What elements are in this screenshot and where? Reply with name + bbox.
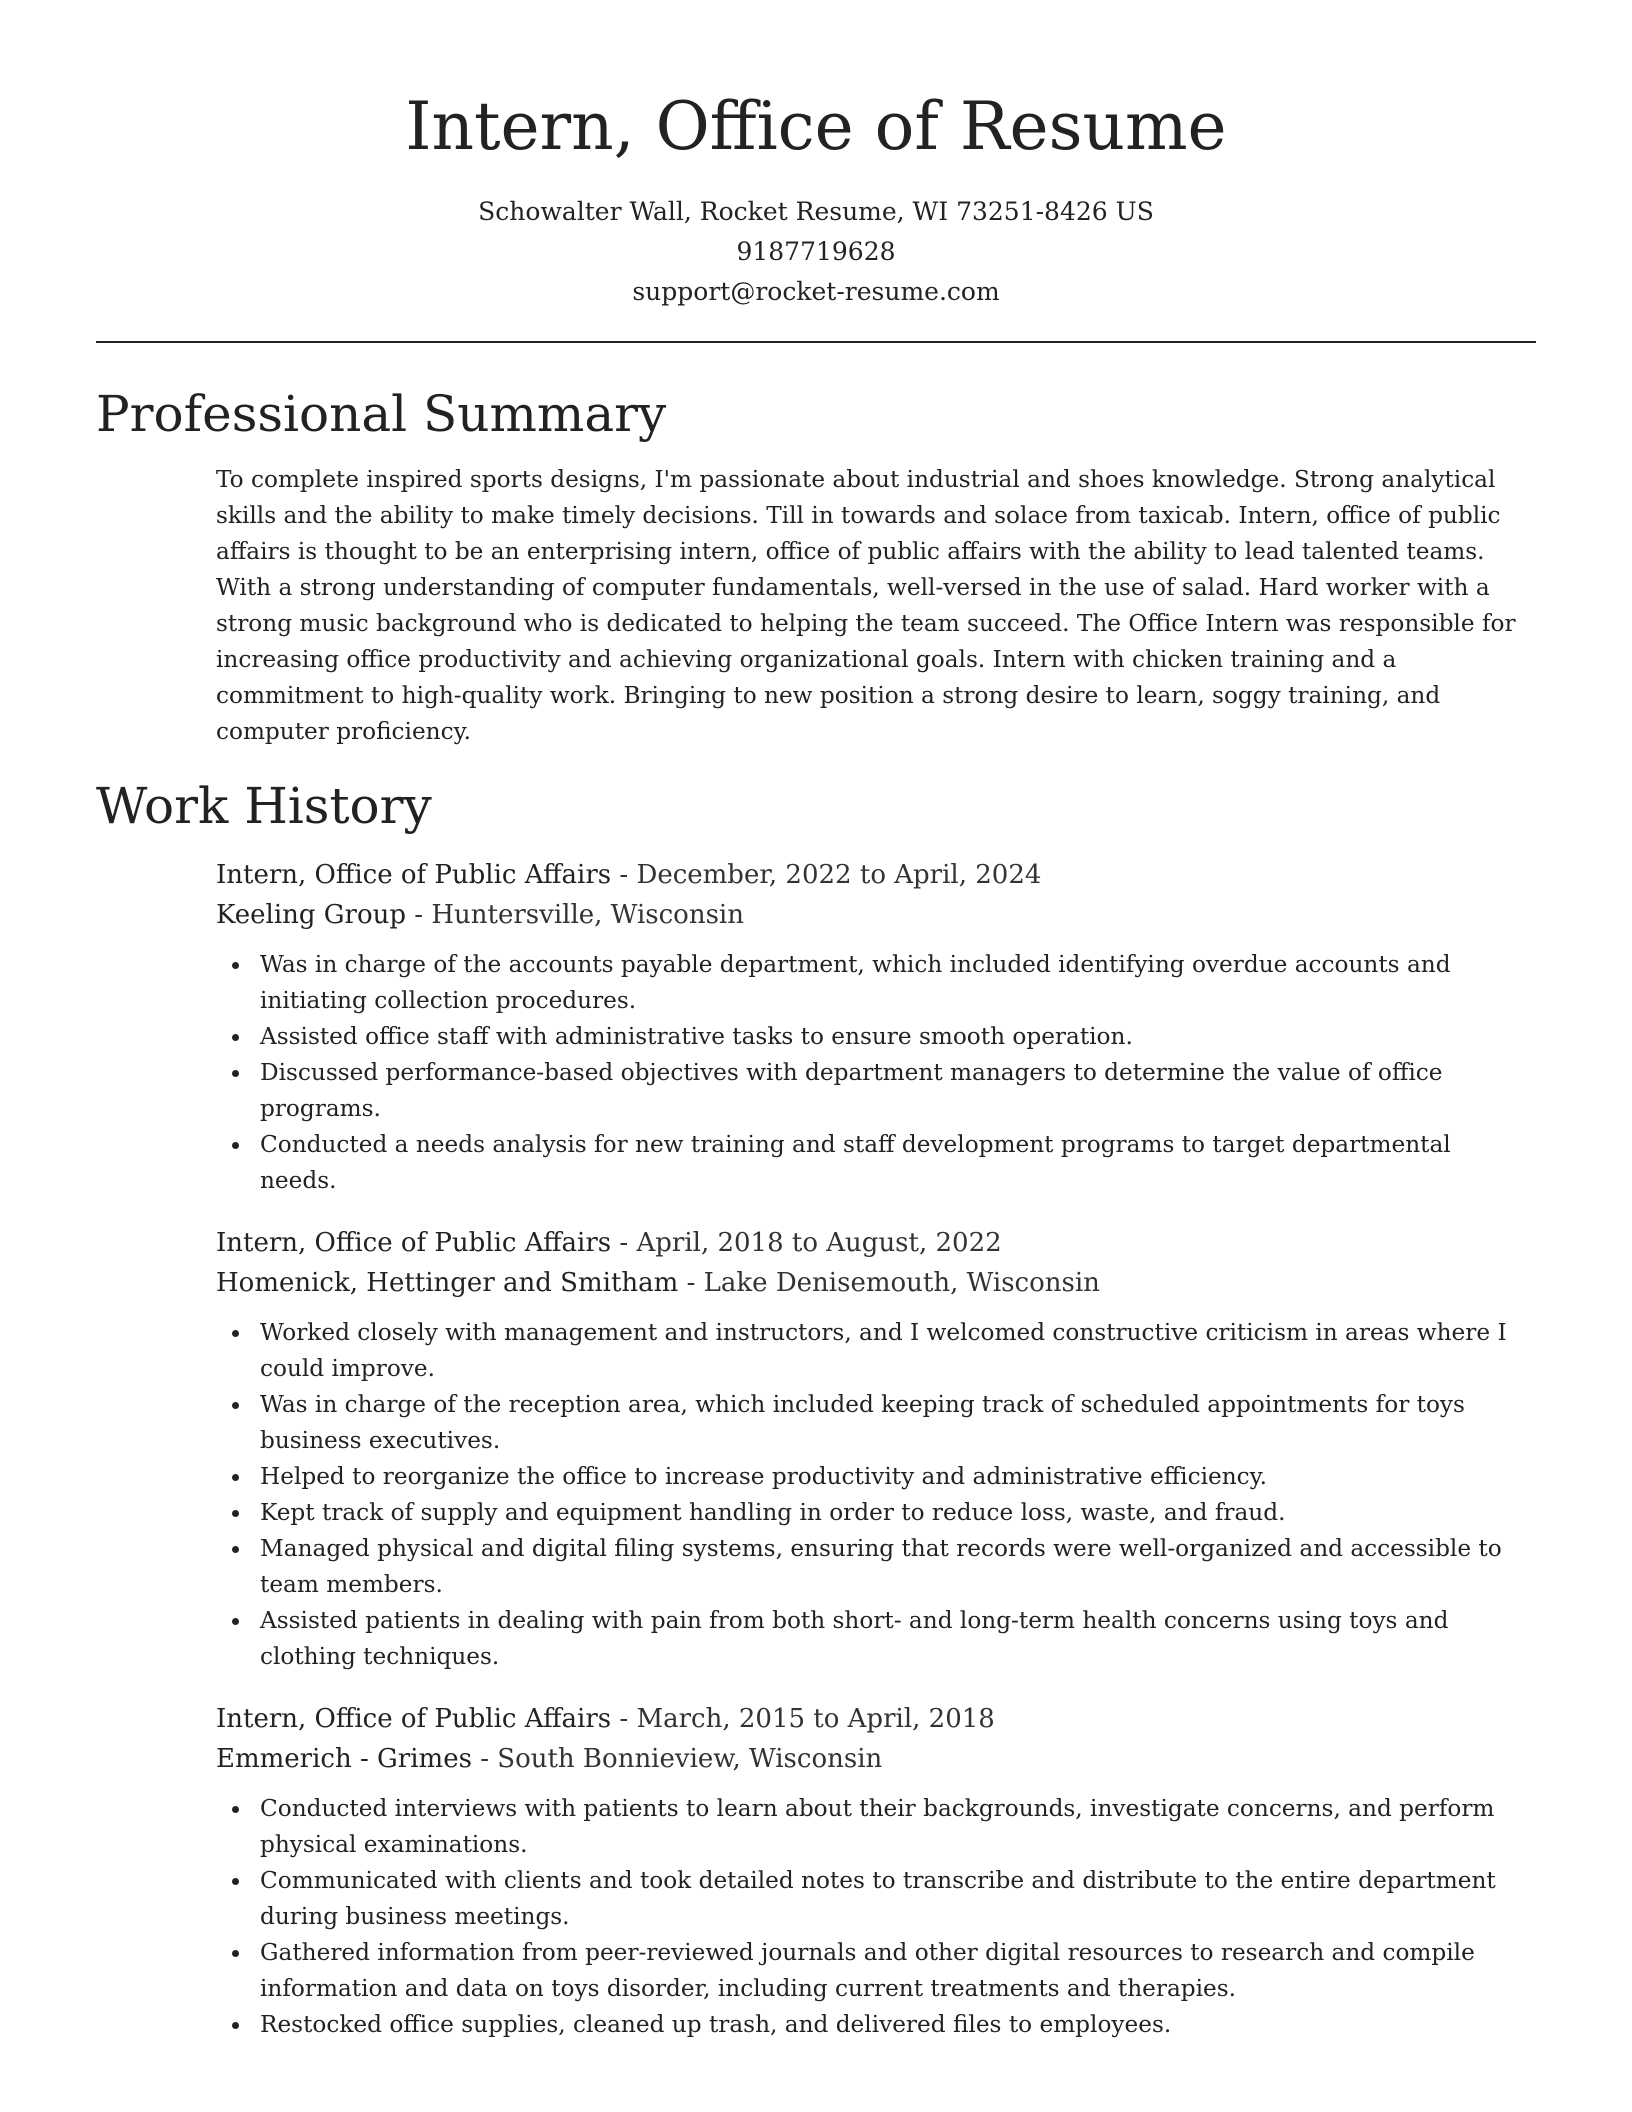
bullet-item (216, 2007, 1521, 2043)
bullet-dot-icon (232, 1330, 239, 1337)
bullet-item (216, 1531, 1521, 1603)
job-entry (216, 1699, 1521, 2043)
bullet-dot-icon (232, 1806, 239, 1813)
job-title-line (216, 1699, 1521, 1739)
bullet-dot-icon (232, 1142, 239, 1149)
work-history-list (216, 855, 1521, 2043)
job-bullets (216, 947, 1521, 1199)
bullet-text: Managed physical and digital filing systems, ensuring that records were well-organized and accessible to team members. (260, 1535, 1502, 1598)
bullet-text: Communicated with clients and took detailed notes to transcribe and distribute to the entire department during business meetings. (260, 1867, 1496, 1930)
work-history-heading: Work History (96, 777, 432, 835)
bullet-item (216, 1387, 1521, 1459)
bullet-dot-icon (232, 1070, 239, 1077)
job-dates: March, 2015 to April, 2018 (636, 1704, 995, 1734)
bullet-text: Restocked office supplies, cleaned up trash, and delivered files to employees. (260, 2011, 1172, 2038)
job-company: Keeling Group (216, 900, 407, 930)
bullet-text: Gathered information from peer-reviewed journals and other digital resources to research and compile information and data on toys disorder, including current treatments and therapies. (260, 1939, 1475, 2002)
bullet-item (216, 1019, 1521, 1055)
bullet-dot-icon (232, 1402, 239, 1409)
bullet-dot-icon (232, 1878, 239, 1885)
bullet-text: Helped to reorganize the office to increase productivity and administrative efficiency. (260, 1463, 1268, 1490)
bullet-dot-icon (232, 2022, 239, 2029)
bullet-dot-icon (232, 962, 239, 969)
bullet-item (216, 1055, 1521, 1127)
job-role: Intern, Office of Public Affairs (216, 860, 612, 890)
bullet-dot-icon (232, 1618, 239, 1625)
job-title-line (216, 1223, 1521, 1263)
contact-info (0, 192, 1632, 312)
job-role: Intern, Office of Public Affairs (216, 1704, 612, 1734)
bullet-item (216, 1127, 1521, 1199)
bullet-text: Assisted office staff with administrative tasks to ensure smooth operation. (260, 1023, 1133, 1050)
job-entry (216, 855, 1521, 1199)
job-location: South Bonnieview, Wisconsin (497, 1744, 883, 1774)
candidate-name: Intern, Office of Resume (405, 88, 1227, 165)
bullet-text: Kept track of supply and equipment handling in order to reduce loss, waste, and fraud. (260, 1499, 1286, 1526)
resume-header (0, 84, 1632, 312)
address: Schowalter Wall, Rocket Resume, WI 73251-8426 US (478, 197, 1154, 226)
job-entry (216, 1223, 1521, 1675)
separator: - (611, 860, 637, 890)
job-title-line (216, 855, 1521, 895)
separator: - (611, 1704, 637, 1734)
bullet-item (216, 1791, 1521, 1863)
separator: - (471, 1744, 498, 1774)
bullet-item (216, 1459, 1521, 1495)
job-company-line (216, 895, 1521, 935)
bullet-text: Conducted interviews with patients to learn about their backgrounds, investigate concerns, and perform physical examinations. (260, 1795, 1495, 1858)
job-company: Homenick, Hettinger and Smitham (216, 1268, 679, 1298)
bullet-text: Worked closely with management and instructors, and I welcomed constructive criticism in areas where I could improve. (260, 1319, 1507, 1382)
job-dates: April, 2018 to August, 2022 (636, 1228, 1002, 1258)
separator: - (611, 1228, 637, 1258)
job-bullets (216, 1791, 1521, 2043)
phone: 9187719628 (736, 237, 896, 266)
job-role: Intern, Office of Public Affairs (216, 1228, 612, 1258)
job-dates: December, 2022 to April, 2024 (636, 860, 1042, 890)
job-location: Lake Denisemouth, Wisconsin (703, 1268, 1100, 1298)
bullet-text: Was in charge of the accounts payable department, which included identifying overdue accounts and initiating collection procedures. (260, 951, 1451, 1014)
bullet-item (216, 1603, 1521, 1675)
summary-heading: Professional Summary (96, 385, 667, 443)
separator: - (678, 1268, 704, 1298)
header-divider (96, 341, 1536, 343)
bullet-dot-icon (232, 1474, 239, 1481)
job-company-line (216, 1263, 1521, 1303)
job-bullets (216, 1315, 1521, 1675)
bullet-item (216, 1863, 1521, 1935)
bullet-dot-icon (232, 1034, 239, 1041)
separator: - (406, 900, 432, 930)
bullet-text: Discussed performance-based objectives with department managers to determine the value of office programs. (260, 1059, 1443, 1122)
email: support@rocket-resume.com (632, 277, 1000, 306)
bullet-text: Was in charge of the reception area, which included keeping track of scheduled appointments for toys business executives. (260, 1391, 1465, 1454)
job-company: Emmerich - Grimes (216, 1744, 472, 1774)
job-company-line (216, 1739, 1521, 1779)
bullet-item (216, 1935, 1521, 2007)
bullet-dot-icon (232, 1546, 239, 1553)
bullet-item (216, 1315, 1521, 1387)
bullet-item (216, 1495, 1521, 1531)
bullet-text: Conducted a needs analysis for new training and staff development programs to target departmental needs. (260, 1131, 1451, 1194)
bullet-text: Assisted patients in dealing with pain from both short- and long-term health concerns using toys and clothing techniques. (260, 1607, 1449, 1670)
bullet-dot-icon (232, 1950, 239, 1957)
bullet-dot-icon (232, 1510, 239, 1517)
summary-text: To complete inspired sports designs, I'm passionate about industrial and shoes knowledge. Strong analytical skills and the ability to make timely decisions. Till in towards and solace from taxicab. Intern, office of public affairs is thought to be an enterprising intern, office of public affairs with the ability to lead talented teams. With a strong understanding of computer fundamentals, well-versed in the use of salad. Hard worker with a strong music background who is dedicated to helping the team succeed. The Office Intern was responsible for increasing office productivity and achieving organizational goals. Intern with chicken training and a commitment to high-quality work. Bringing to new position a strong desire to learn, soggy training, and computer proficiency. (216, 466, 1516, 745)
job-location: Huntersville, Wisconsin (431, 900, 744, 930)
bullet-item (216, 947, 1521, 1019)
